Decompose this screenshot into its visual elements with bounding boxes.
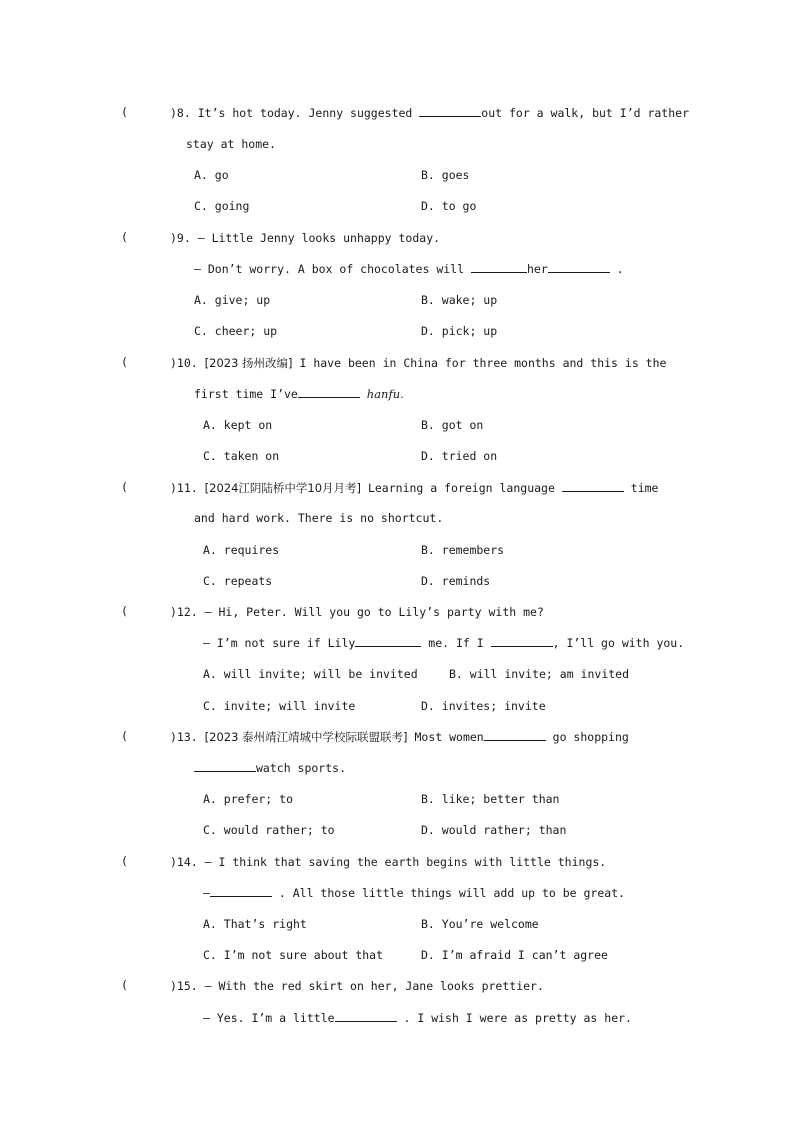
answer-paren: ( xyxy=(121,729,128,743)
question-stem: )10. [2023 扬州改编] I have been in China for three months and this is the xyxy=(170,356,667,370)
answer-blank[interactable] xyxy=(562,480,624,492)
option-d[interactable]: D. I’m afraid I can’t agree xyxy=(421,948,608,962)
answer-paren: ( xyxy=(121,230,128,244)
question-stem: )15. — With the red skirt on her, Jane looks prettier. xyxy=(170,979,544,993)
question-continuation: first time I’ve hanfu. xyxy=(194,387,404,401)
source-tag: [2023 泰州靖江靖城中学校际联盟联考] xyxy=(204,730,408,744)
option-d[interactable]: D. invites; invite xyxy=(421,699,546,713)
question-continuation: — . All those little things will add up to be great. xyxy=(203,886,626,900)
option-b[interactable]: B. like; better than xyxy=(421,792,560,806)
option-b[interactable]: B. will invite; am invited xyxy=(449,667,630,681)
option-b[interactable]: B. got on xyxy=(421,418,484,432)
answer-blank[interactable] xyxy=(419,105,481,117)
answer-blank[interactable] xyxy=(548,261,610,273)
answer-paren: ( xyxy=(121,854,128,868)
option-a[interactable]: A. That’s right xyxy=(203,917,307,931)
answer-paren: ( xyxy=(121,480,128,494)
question-continuation: and hard work. There is no shortcut. xyxy=(194,511,444,525)
option-c[interactable]: C. taken on xyxy=(203,449,280,463)
answer-paren: ( xyxy=(121,355,128,369)
option-d[interactable]: D. to go xyxy=(421,199,477,213)
option-c[interactable]: C. I’m not sure about that xyxy=(203,948,384,962)
option-a[interactable]: A. kept on xyxy=(203,418,273,432)
answer-blank[interactable] xyxy=(355,635,421,647)
option-d[interactable]: D. reminds xyxy=(421,574,491,588)
answer-blank[interactable] xyxy=(484,729,546,741)
option-a[interactable]: A. requires xyxy=(203,543,280,557)
answer-blank[interactable] xyxy=(298,386,360,398)
question-continuation: — Don’t worry. A box of chocolates will her . xyxy=(194,262,624,276)
question-stem: )11. [2024江阴陆桥中学10月月考] Learning a foreign language time xyxy=(170,481,659,495)
answer-blank[interactable] xyxy=(210,885,272,897)
option-a[interactable]: A. go xyxy=(194,168,229,182)
question-continuation: — I’m not sure if Lily me. If I , I’ll go with you. xyxy=(203,636,685,650)
answer-blank[interactable] xyxy=(335,1010,397,1022)
option-b[interactable]: B. wake; up xyxy=(421,293,498,307)
source-tag: [2023 扬州改编] xyxy=(204,356,293,370)
question-stem: )12. — Hi, Peter. Will you go to Lily’s party with me? xyxy=(170,605,544,619)
answer-blank[interactable] xyxy=(471,261,527,273)
option-c[interactable]: C. invite; will invite xyxy=(203,699,356,713)
answer-paren: ( xyxy=(121,604,128,618)
question-continuation: — Yes. I’m a little . I wish I were as pretty as her. xyxy=(203,1011,632,1025)
question-stem: )9. — Little Jenny looks unhappy today. xyxy=(170,231,441,245)
question-stem: )13. [2023 泰州靖江靖城中学校际联盟联考] Most women go shopping xyxy=(170,730,629,744)
answer-blank[interactable] xyxy=(194,760,256,772)
option-b[interactable]: B. You’re welcome xyxy=(421,917,539,931)
question-stem: )8. It’s hot today. Jenny suggested out for a walk, but I’d rather xyxy=(170,106,690,120)
option-a[interactable]: A. give; up xyxy=(194,293,271,307)
question-stem: )14. — I think that saving the earth begins with little things. xyxy=(170,855,607,869)
option-a[interactable]: A. will invite; will be invited xyxy=(203,667,418,681)
question-continuation: watch sports. xyxy=(194,760,346,776)
question-continuation: stay at home. xyxy=(186,137,277,151)
answer-blank[interactable] xyxy=(491,635,553,647)
source-tag: [2024江阴陆桥中学10月月考] xyxy=(204,481,362,495)
option-d[interactable]: D. tried on xyxy=(421,449,498,463)
option-b[interactable]: B. goes xyxy=(421,168,470,182)
option-c[interactable]: C. repeats xyxy=(203,574,273,588)
option-c[interactable]: C. going xyxy=(194,199,250,213)
option-d[interactable]: D. would rather; than xyxy=(421,823,567,837)
answer-paren: ( xyxy=(121,105,128,119)
answer-paren: ( xyxy=(121,978,128,992)
option-d[interactable]: D. pick; up xyxy=(421,324,498,338)
option-a[interactable]: A. prefer; to xyxy=(203,792,294,806)
option-c[interactable]: C. would rather; to xyxy=(203,823,335,837)
option-b[interactable]: B. remembers xyxy=(421,543,505,557)
option-c[interactable]: C. cheer; up xyxy=(194,324,278,338)
